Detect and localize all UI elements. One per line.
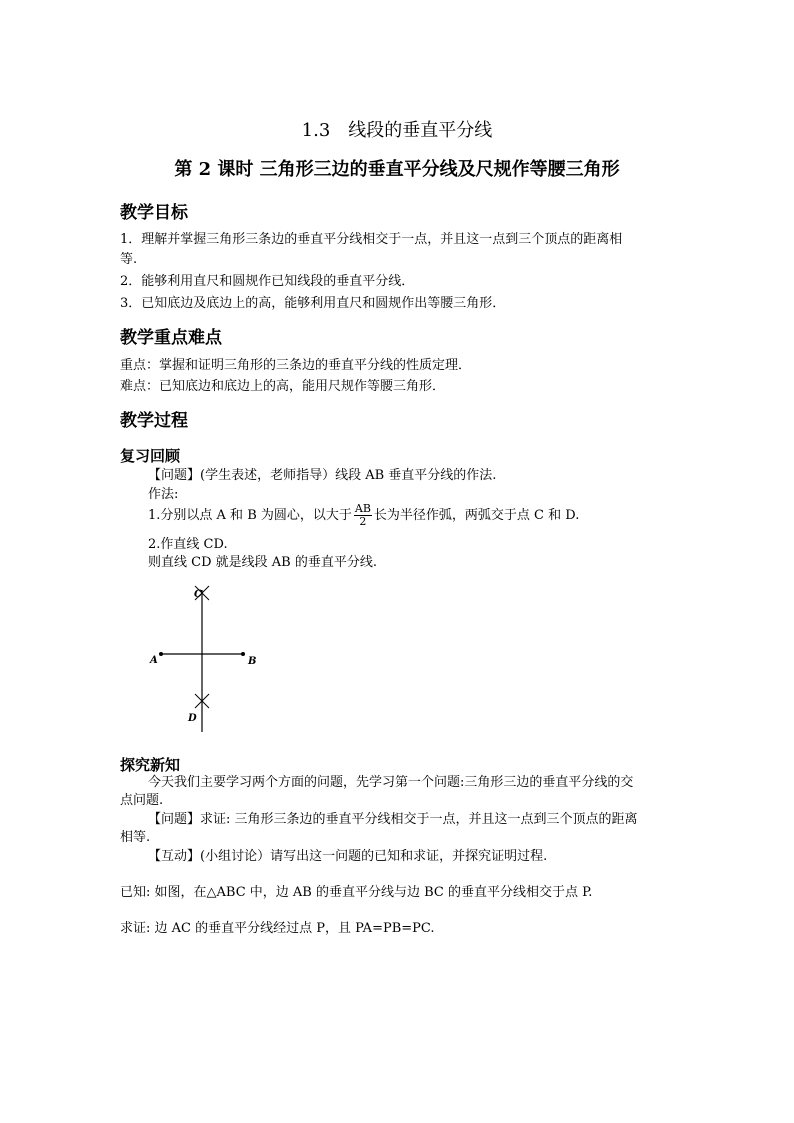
fraction-numerator: AB xyxy=(354,502,371,515)
explore-question: 【问题】求证: 三角形三条边的垂直平分线相交于一点，并且这一点到三个顶点的距离 xyxy=(148,812,638,827)
label-c: C xyxy=(194,589,202,600)
objectives-heading: 教学目标 xyxy=(120,203,188,223)
objective-item: 等. xyxy=(120,252,138,267)
explore-interact: 【互动】(小组讨论）请写出这一问题的已知和求证，并探究证明过程. xyxy=(148,849,548,864)
objective-item: 2．能够利用直尺和圆规作已知线段的垂直平分线． xyxy=(120,274,415,289)
process-heading: 教学过程 xyxy=(120,411,188,431)
explore-intro: 今天我们主要学习两个方面的问题，先学习第一个问题:三角形三边的垂直平分线的交 xyxy=(148,775,634,790)
point-a xyxy=(159,652,163,656)
step1-text-before: 1.分别以点 A 和 B 为圆心，以大于 xyxy=(148,508,352,523)
explore-heading: 探究新知 xyxy=(120,756,181,774)
lesson-subtitle: 第 2 课时 三角形三边的垂直平分线及尺规作等腰三角形 xyxy=(174,159,620,180)
perpendicular-bisector-figure xyxy=(140,580,280,740)
review-heading: 复习回顾 xyxy=(120,447,181,465)
fraction-denominator: 2 xyxy=(359,515,367,528)
label-b: B xyxy=(248,656,257,667)
explore-question-cont: 相等. xyxy=(120,830,151,845)
given-statement: 已知: 如图，在△ABC 中，边 AB 的垂直平分线与边 BC 的垂直平分线相交于点 P. xyxy=(120,885,593,900)
key-point-item: 难点：已知底边和底边上的高，能用尺规作等腰三角形． xyxy=(120,379,446,394)
method-step-2: 2.作直线 CD. xyxy=(148,537,228,552)
fraction-ab-over-2 xyxy=(354,503,372,528)
explore-intro-cont: 点问题. xyxy=(120,793,164,808)
step1-text-after: 长为半径作弧，两弧交于点 C 和 D. xyxy=(373,508,580,523)
label-d: D xyxy=(188,713,197,724)
method-label: 作法: xyxy=(148,487,179,502)
point-b xyxy=(241,652,245,656)
objective-item: 3．已知底边及底边上的高，能够利用直尺和圆规作出等腰三角形． xyxy=(120,296,506,311)
page-title: 1.3 线段的垂直平分线 xyxy=(301,120,493,141)
review-question: 【问题】(学生表述，老师指导）线段 AB 垂直平分线的作法. xyxy=(148,468,497,483)
method-step-1 xyxy=(148,503,579,529)
key-points-heading: 教学重点难点 xyxy=(120,328,222,348)
prove-statement: 求证: 边 AC 的垂直平分线经过点 P，且 PA=PB=PC. xyxy=(120,921,435,936)
key-point-item: 重点：掌握和证明三角形的三条边的垂直平分线的性质定理． xyxy=(120,358,472,373)
label-a: A xyxy=(150,655,158,666)
objective-item: 1．理解并掌握三角形三条边的垂直平分线相交于一点，并且这一点到三个顶点的距离相 xyxy=(120,232,623,247)
method-conclusion: 则直线 CD 就是线段 AB 的垂直平分线. xyxy=(148,555,377,570)
